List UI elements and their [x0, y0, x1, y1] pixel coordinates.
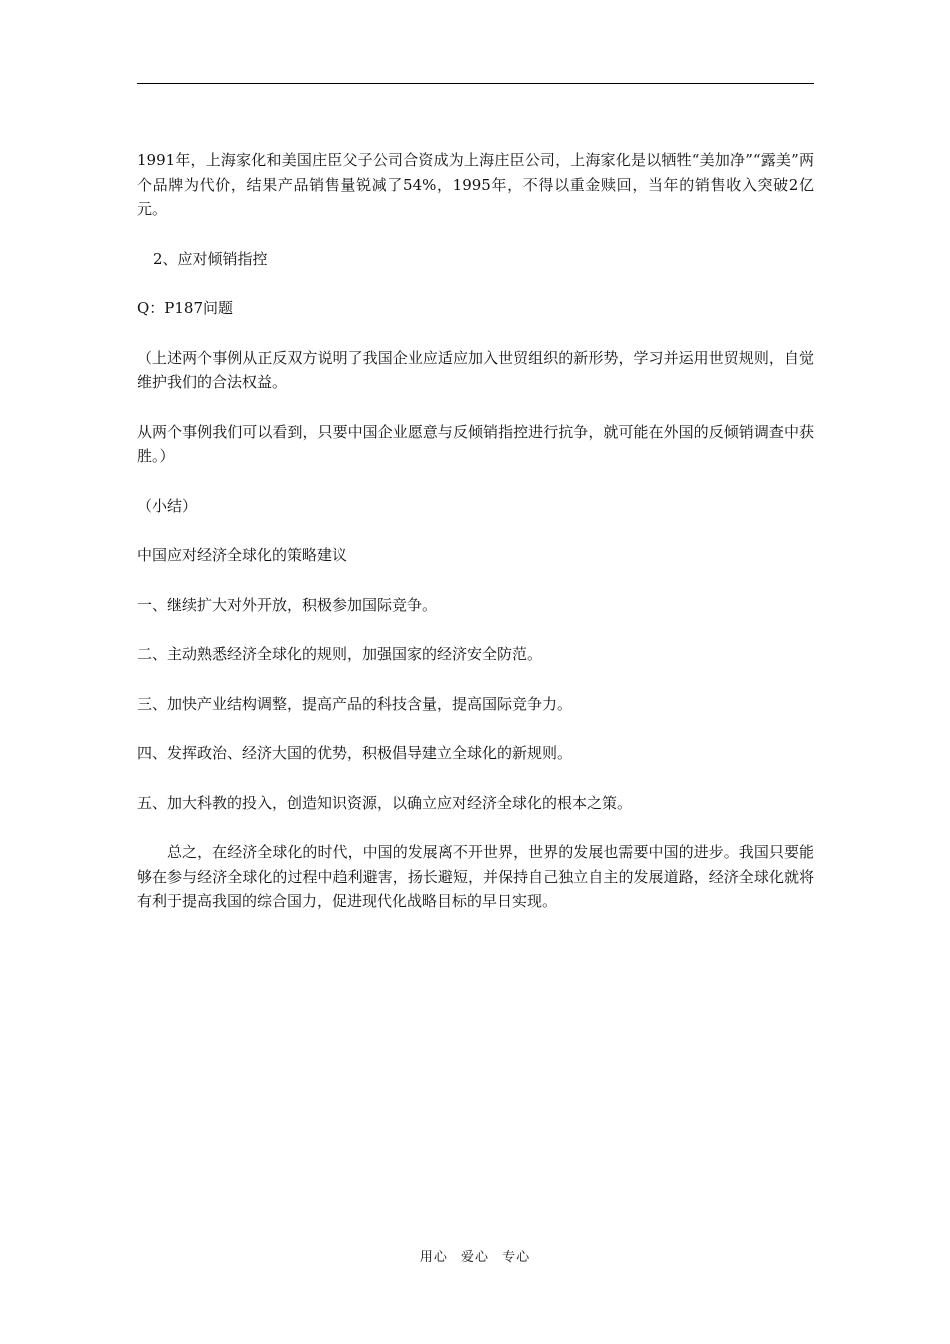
- section-heading-antidumping: 2、应对倾销指控: [153, 249, 268, 268]
- paragraph-wto-rules: （上述两个事例从正反双方说明了我国企业应适应加入世贸组织的新形势，学习并运用世贸规则，自觉维护我们的合法权益。: [137, 348, 814, 391]
- page-footer: 用心 爱心 专心: [419, 1250, 531, 1265]
- paragraph-antidumping-lesson: 从两个事例我们可以看到，只要中国企业愿意与反倾销指控进行抗争，就可能在外国的反倾销调查中获胜。）: [137, 422, 814, 465]
- strategy-item-5: 五、加大科教的投入，创造知识资源，以确立应对经济全球化的根本之策。: [137, 793, 633, 812]
- strategy-item-2: 二、主动熟悉经济全球化的规则，加强国家的经济安全防范。: [137, 645, 543, 663]
- summary-label: （小结）: [137, 496, 198, 515]
- header-rule: [137, 83, 814, 84]
- strategy-item-3: 三、加快产业结构调整，提高产品的科技含量，提高国际竞争力。: [137, 694, 573, 713]
- paragraph-case-shanghai-jahwa: 1991年，上海家化和美国庄臣父子公司合资成为上海庄臣公司，上海家化是以牺牲“美加净”“露美”两个品牌为代价，结果产品销售量锐减了54%，1995年，不得以重金赎回，当年的销售收入突破2亿元。: [137, 151, 814, 218]
- strategy-heading: 中国应对经济全球化的策略建议: [137, 546, 348, 564]
- question-line: Q：P187问题: [137, 299, 234, 317]
- strategy-item-1: 一、继续扩大对外开放，积极参加国际竞争。: [137, 595, 438, 614]
- document-body: [137, 148, 814, 914]
- conclusion-paragraph: 总之，在经济全球化的时代，中国的发展离不开世界，世界的发展也需要中国的进步。我国只要能够在参与经济全球化的过程中趋利避害，扬长避短，并保持自己独立自主的发展道路，经济全球化就将有利于提高我国的综合国力，促进现代化战略目标的早日实现。: [137, 843, 814, 910]
- strategy-item-4: 四、发挥政治、经济大国的优势，积极倡导建立全球化的新规则。: [137, 744, 573, 762]
